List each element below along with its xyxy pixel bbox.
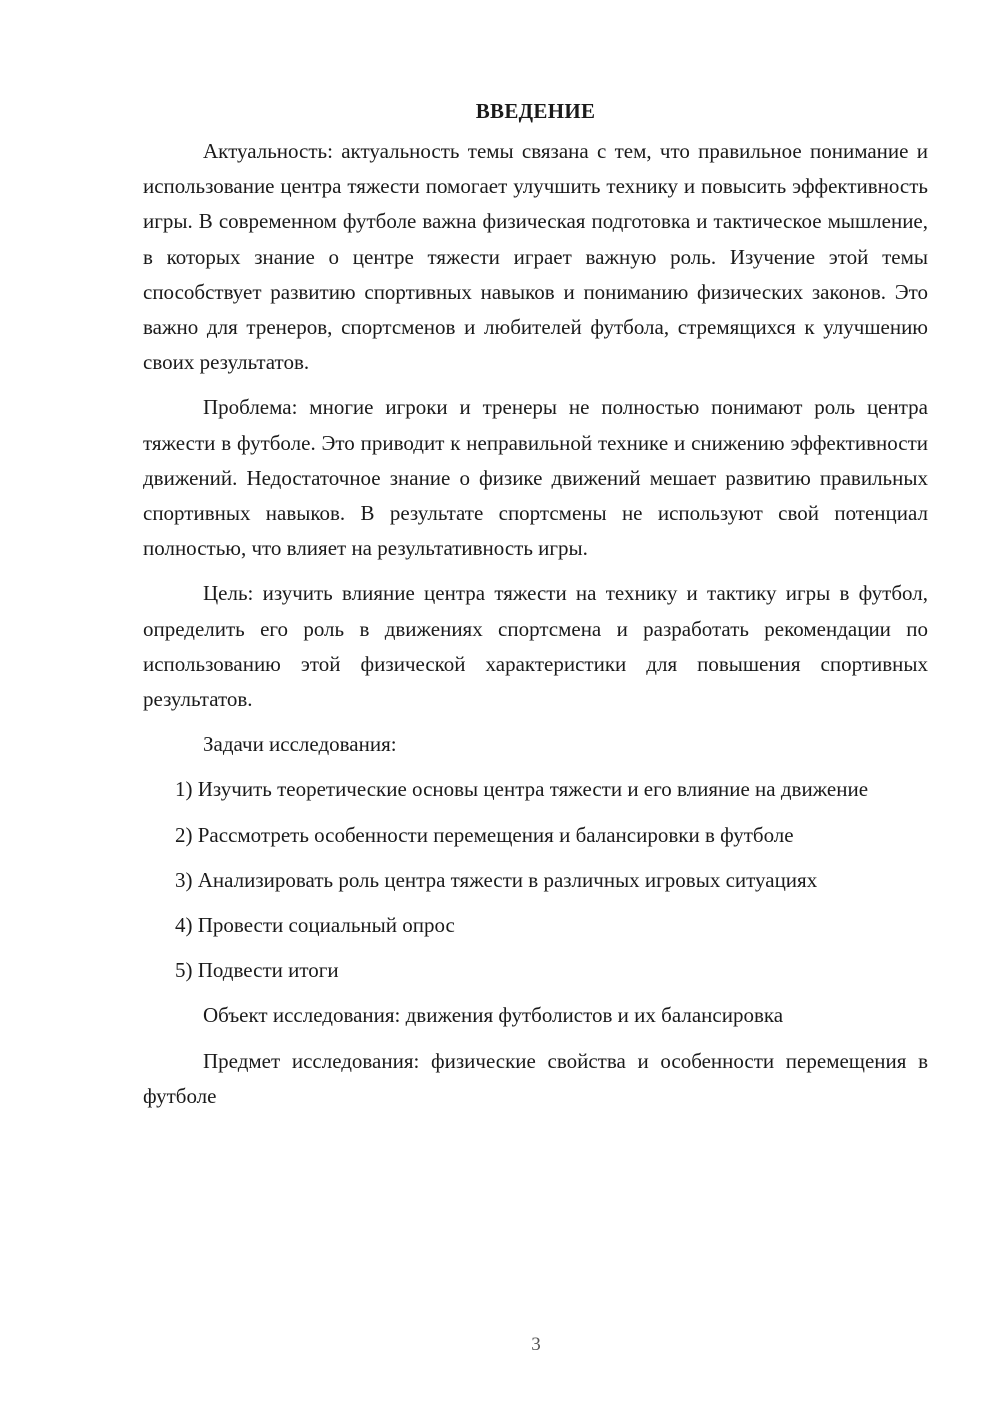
page-number: 3 [531,1334,541,1355]
research-subject: Предмет исследования: физические свойства и особенности перемещения в футболе [143,1048,928,1108]
relevance-paragraph: Актуальность: актуальность темы связана с тем, что правильное понимание и использование центра тяжести помогает улучшить технику и повысить эффективность игры. В современном футболе важна физическая подготовка и тактическое мышление, в которых знание о центре тяжести играет важную роль. Изучение этой темы способствует развитию спортивных навыков и пониманию физических законов. Это важно для тренеров, спортсменов и любителей футбола, стремящихся к улучшению своих результатов. [143,139,928,375]
task-item-2: 2) Рассмотреть особенности перемещения и балансировки в футболе [175,822,794,847]
page-title: ВВЕДЕНИЕ [475,99,596,123]
task-item-4: 4) Провести социальный опрос [175,913,455,938]
task-item-1: 1) Изучить теоретические основы центра тяжести и его влияние на движение [175,777,869,802]
document-page [143,96,928,1114]
research-object: Объект исследования: движения футболистов и их балансировка [203,1003,784,1028]
tasks-heading: Задачи исследования: [203,732,397,757]
goal-paragraph: Цель: изучить влияние центра тяжести на технику и тактику игры в футбол, определить его роль в движениях спортсмена и разработать рекомендации по использованию этой физической характеристики для повышения спортивных результатов. [143,581,928,712]
problem-paragraph: Проблема: многие игроки и тренеры не полностью понимают роль центра тяжести в футболе. Это приводит к неправильной технике и снижению эффективности движений. Недостаточное знание о физике движений мешает развитию правильных спортивных навыков. В результате спортсмены не используют свой потенциал полностью, что влияет на результативность игры. [143,395,928,561]
task-item-3: 3) Анализировать роль центра тяжести в различных игровых ситуациях [175,867,818,892]
task-item-5: 5) Подвести итоги [175,958,339,983]
